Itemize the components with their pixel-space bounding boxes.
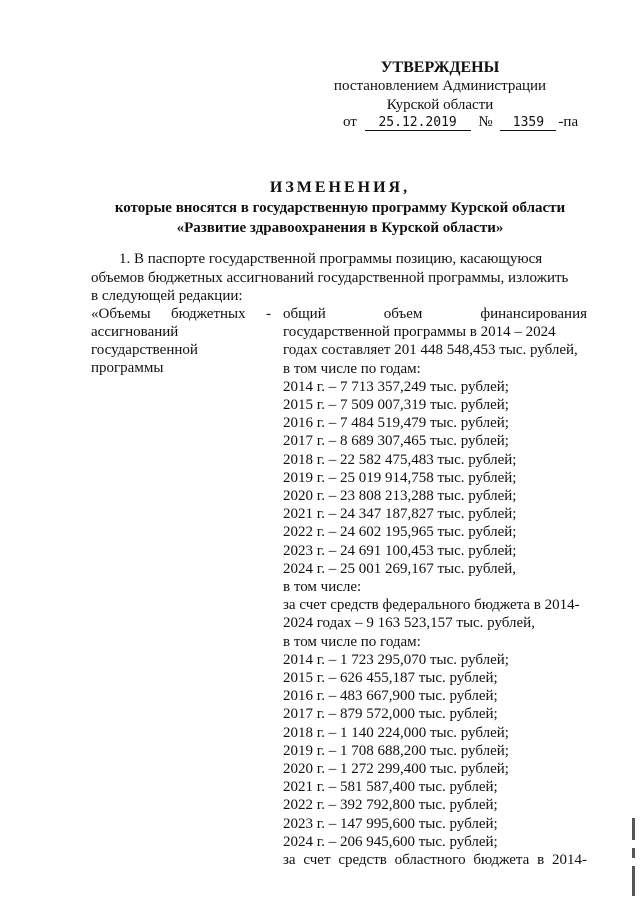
year-federal-item: 2020 г. – 1 272 299,400 тыс. рублей; — [283, 761, 509, 778]
position-label-line-2: ассигнований — [91, 324, 179, 340]
year-federal-item: 2014 г. – 1 723 295,070 тыс. рублей; — [283, 651, 509, 668]
content-word: областного — [394, 852, 466, 869]
approval-number: 1359 — [500, 115, 556, 131]
content-line-1 — [283, 305, 587, 323]
content-word: 2014- — [552, 852, 587, 869]
content-word: объем — [383, 306, 423, 322]
including-label: в том числе: — [283, 579, 362, 596]
total-by-years-list — [283, 378, 587, 578]
year-federal-item: 2017 г. – 879 572,000 тыс. рублей; — [283, 706, 498, 723]
year-total-item: 2017 г. – 8 689 307,465 тыс. рублей; — [283, 433, 509, 450]
regional-line-1 — [283, 851, 587, 869]
year-total-item: 2016 г. – 7 484 519,479 тыс. рублей; — [283, 415, 509, 432]
by-years-label: в том числе по годам: — [283, 633, 421, 650]
year-federal-item: 2019 г. – 1 708 688,200 тыс. рублей; — [283, 742, 509, 759]
document-title — [60, 178, 620, 238]
intro-line-2: объемов бюджетных ассигнований государственной программы, изложить — [91, 269, 569, 286]
title-line-2: которые вносятся в государственную программу Курской области — [114, 200, 566, 216]
approval-block — [300, 58, 580, 115]
number-prefix: № — [478, 114, 493, 130]
year-federal-item: 2015 г. – 626 455,187 тыс. рублей; — [283, 670, 498, 687]
content-word: финансирования — [480, 306, 587, 322]
content-line-4: в том числе по годам: — [283, 360, 421, 377]
approval-line-1: постановлением Администрации — [333, 78, 547, 94]
content-word: за — [283, 852, 296, 869]
label-word-1: «Объемы — [91, 306, 151, 322]
year-total-item: 2018 г. – 22 582 475,483 тыс. рублей; — [283, 451, 517, 468]
position-content — [283, 305, 587, 869]
content-line-3: годах составляет 201 448 548,453 тыс. рублей, — [283, 342, 578, 359]
intro-line-3: в следующей редакции: — [91, 288, 243, 305]
intro-paragraph — [91, 250, 585, 306]
year-total-item: 2019 г. – 25 019 914,758 тыс. рублей; — [283, 469, 517, 486]
year-federal-item: 2023 г. – 147 995,600 тыс. рублей; — [283, 815, 498, 832]
position-label — [91, 305, 271, 377]
date-prefix: от — [343, 114, 357, 130]
intro-line-1: 1. В паспорте государственной программы позицию, касающуюся — [119, 251, 543, 267]
approval-date-line — [343, 114, 593, 131]
number-suffix: -па — [558, 114, 579, 130]
year-total-item: 2015 г. – 7 509 007,319 тыс. рублей; — [283, 397, 509, 414]
content-word: средств — [338, 852, 387, 869]
year-federal-item: 2018 г. – 1 140 224,000 тыс. рублей; — [283, 724, 509, 741]
year-federal-item: 2022 г. – 392 792,800 тыс. рублей; — [283, 797, 498, 814]
year-federal-item: 2016 г. – 483 667,900 тыс. рублей; — [283, 688, 498, 705]
scan-artifact — [632, 866, 635, 896]
position-label-line-1 — [91, 305, 271, 323]
year-total-item: 2021 г. – 24 347 187,827 тыс. рублей; — [283, 506, 517, 523]
title-main: ИЗМЕНЕНИЯ, — [269, 179, 411, 196]
content-word: счет — [303, 852, 331, 869]
year-total-item: 2022 г. – 24 602 195,965 тыс. рублей; — [283, 524, 517, 541]
position-label-line-3: государственной — [91, 342, 198, 358]
content-word: общий — [283, 306, 326, 322]
label-dash: - — [266, 306, 271, 322]
scan-artifact — [632, 848, 635, 858]
content-line-2: государственной программы в 2014 – 2024 — [283, 324, 556, 341]
approval-line-2: Курской области — [386, 97, 494, 113]
year-total-item: 2014 г. – 7 713 357,249 тыс. рублей; — [283, 378, 509, 395]
title-line-3: «Развитие здравоохранения в Курской области» — [176, 220, 504, 236]
year-federal-item: 2024 г. – 206 945,600 тыс. рублей; — [283, 833, 498, 850]
year-total-item: 2020 г. – 23 808 213,288 тыс. рублей; — [283, 488, 517, 505]
label-word-2: бюджетных — [170, 306, 246, 322]
year-total-item: 2023 г. – 24 691 100,453 тыс. рублей; — [283, 542, 517, 559]
position-label-line-4: программы — [91, 360, 164, 376]
approval-date: 25.12.2019 — [365, 115, 471, 131]
content-word: в — [537, 852, 545, 869]
approval-title: УТВЕРЖДЕНЫ — [380, 59, 500, 76]
year-federal-item: 2021 г. – 581 587,400 тыс. рублей; — [283, 779, 498, 796]
scan-artifact — [632, 818, 635, 840]
federal-by-years-list — [283, 651, 587, 851]
federal-line-1: за счет средств федерального бюджета в 2014- — [283, 597, 580, 614]
year-total-item: 2024 г. – 25 001 269,167 тыс. рублей, — [283, 560, 517, 577]
content-word: бюджета — [473, 852, 530, 869]
federal-line-2: 2024 годах – 9 163 523,157 тыс. рублей, — [283, 615, 535, 632]
